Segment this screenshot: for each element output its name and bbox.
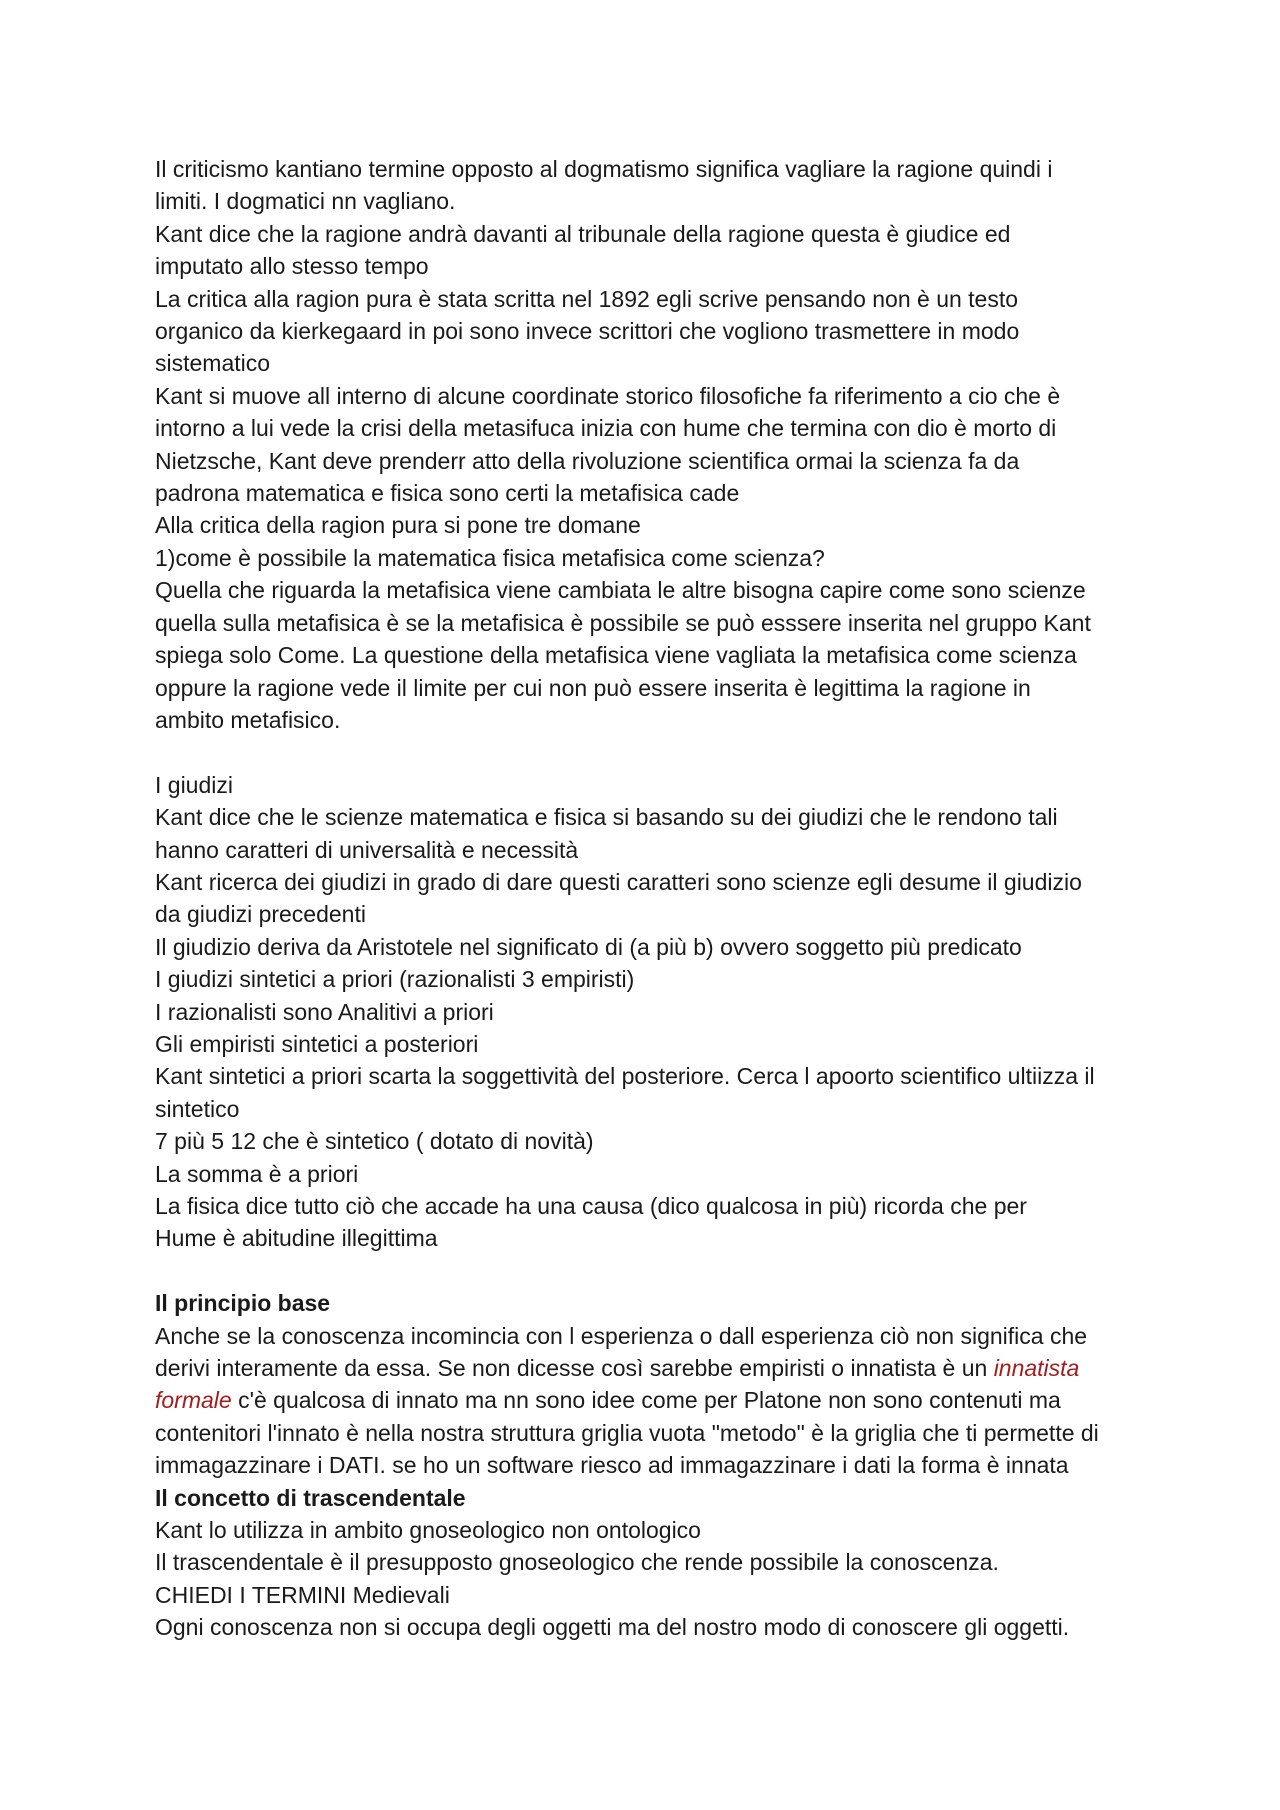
section-principio-base [155,1287,1145,1481]
paragraph-spacer [155,736,1145,768]
text-line: Kant sintetici a priori scarta la soggettività del posteriore. Cerca l apoorto scientifico ultiizza il [155,1063,1095,1090]
highlighted-term: formale [155,1387,232,1414]
text-line: Kant dice che la ragione andrà davanti al tribunale della ragione questa è giudice ed [155,220,1011,247]
text-line: Kant ricerca dei giudizi in grado di dare questi caratteri sono scienze egli desume il giudizio [155,868,1082,895]
text-line: hanno caratteri di universalità e necessità [155,836,579,863]
text-line: I giudizi sintetici a priori (razionalisti 3 empiristi) [155,966,635,993]
text-line: contenitori l'innato è nella nostra struttura griglia vuota "metodo" è la griglia che ti permette di [155,1419,1099,1446]
text-line: Il criticismo kantiano termine opposto al dogmatismo significa vagliare la ragione quindi i [155,156,1053,182]
text-line: spiega solo Come. La questione della metafisica viene vagliata la metafisica come scienza [155,642,1077,669]
text-line: Il giudizio deriva da Aristotele nel significato di (a più b) ovvero soggetto più predicato [155,933,1022,960]
text-line: La fisica dice tutto ciò che accade ha una causa (dico qualcosa in più) ricorda che per [155,1192,1027,1219]
text-run: c'è qualcosa di innato ma nn sono idee come per Platone non sono contenuti ma [231,1387,1061,1414]
text-line: sintetico [155,1095,240,1122]
text-line: oppure la ragione vede il limite per cui non può essere inserita è legittima la ragione in [155,674,1031,701]
text-line: La somma è a priori [155,1160,359,1187]
section-trascendentale [155,1482,1145,1644]
section-criticismo [155,153,1145,736]
text-line [155,1384,1145,1416]
text-line: immagazzinare i DATI. se ho un software riesco ad immagazzinare i dati la forma è innata [155,1452,1069,1479]
text-line: imputato allo stesso tempo [155,253,429,280]
text-line: padrona matematica e fisica sono certi la metafisica cade [155,480,740,507]
text-line: 1)come è possibile la matematica fisica metafisica come scienza? [155,544,825,571]
text-line: organico da kierkegaard in poi sono invece scrittori che vogliono trasmettere in modo [155,318,1020,345]
text-line: Ogni conoscenza non si occupa degli oggetti ma del nostro modo di conoscere gli oggetti. [155,1614,1070,1641]
section-heading: Il principio base [155,1290,331,1317]
text-line: Anche se la conoscenza incomincia con l esperienza o dall esperienza ciò non significa che [155,1322,1088,1349]
text-line: intorno a lui vede la crisi della metasifuca inizia con hume che termina con dio è morto di [155,415,1057,442]
text-line: La critica alla ragion pura è stata scritta nel 1892 egli scrive pensando non è un testo [155,285,1019,312]
text-line: Kant si muove all interno di alcune coordinate storico filosofiche fa riferimento a cio che è [155,382,1061,409]
text-line: da giudizi precedenti [155,901,366,928]
text-line: ambito metafisico. [155,706,341,733]
text-line: quella sulla metafisica è se la metafisica è possibile se può esssere inserita nel gruppo Kant [155,609,1091,636]
section-heading: Il concetto di trascendentale [155,1484,466,1511]
text-line: sistematico [155,350,271,377]
paragraph-spacer [155,1255,1145,1287]
text-line [155,1352,1145,1384]
document-page [155,153,1145,1644]
text-line: 7 più 5 12 che è sintetico ( dotato di novità) [155,1128,594,1155]
text-line: Quella che riguarda la metafisica viene cambiata le altre bisogna capire come sono scienze [155,577,1086,604]
section-title: I giudizi [155,771,233,798]
text-run: derivi interamente da essa. Se non dicesse così sarebbe empiristi o innatista è un [155,1355,994,1381]
text-line: Nietzsche, Kant deve prenderr atto della rivoluzione scientifica ormai la scienza fa da [155,447,1020,474]
text-line: I razionalisti sono Analitivi a priori [155,998,494,1025]
highlighted-term: innatista [993,1355,1080,1381]
text-line: Gli empiristi sintetici a posteriori [155,1030,479,1057]
text-line: Hume è abitudine illegittima [155,1225,438,1252]
text-line: Kant dice che le scienze matematica e fisica si basando su dei giudizi che le rendono tali [155,804,1058,831]
section-giudizi [155,769,1145,1255]
text-line: limiti. I dogmatici nn vagliano. [155,188,456,215]
text-line: Il trascendentale è il presupposto gnoseologico che rende possibile la conoscenza. [155,1549,999,1576]
text-line: CHIEDI I TERMINI Medievali [155,1581,450,1608]
text-line: Kant lo utilizza in ambito gnoseologico non ontologico [155,1517,701,1544]
text-line: Alla critica della ragion pura si pone tre domane [155,512,641,539]
